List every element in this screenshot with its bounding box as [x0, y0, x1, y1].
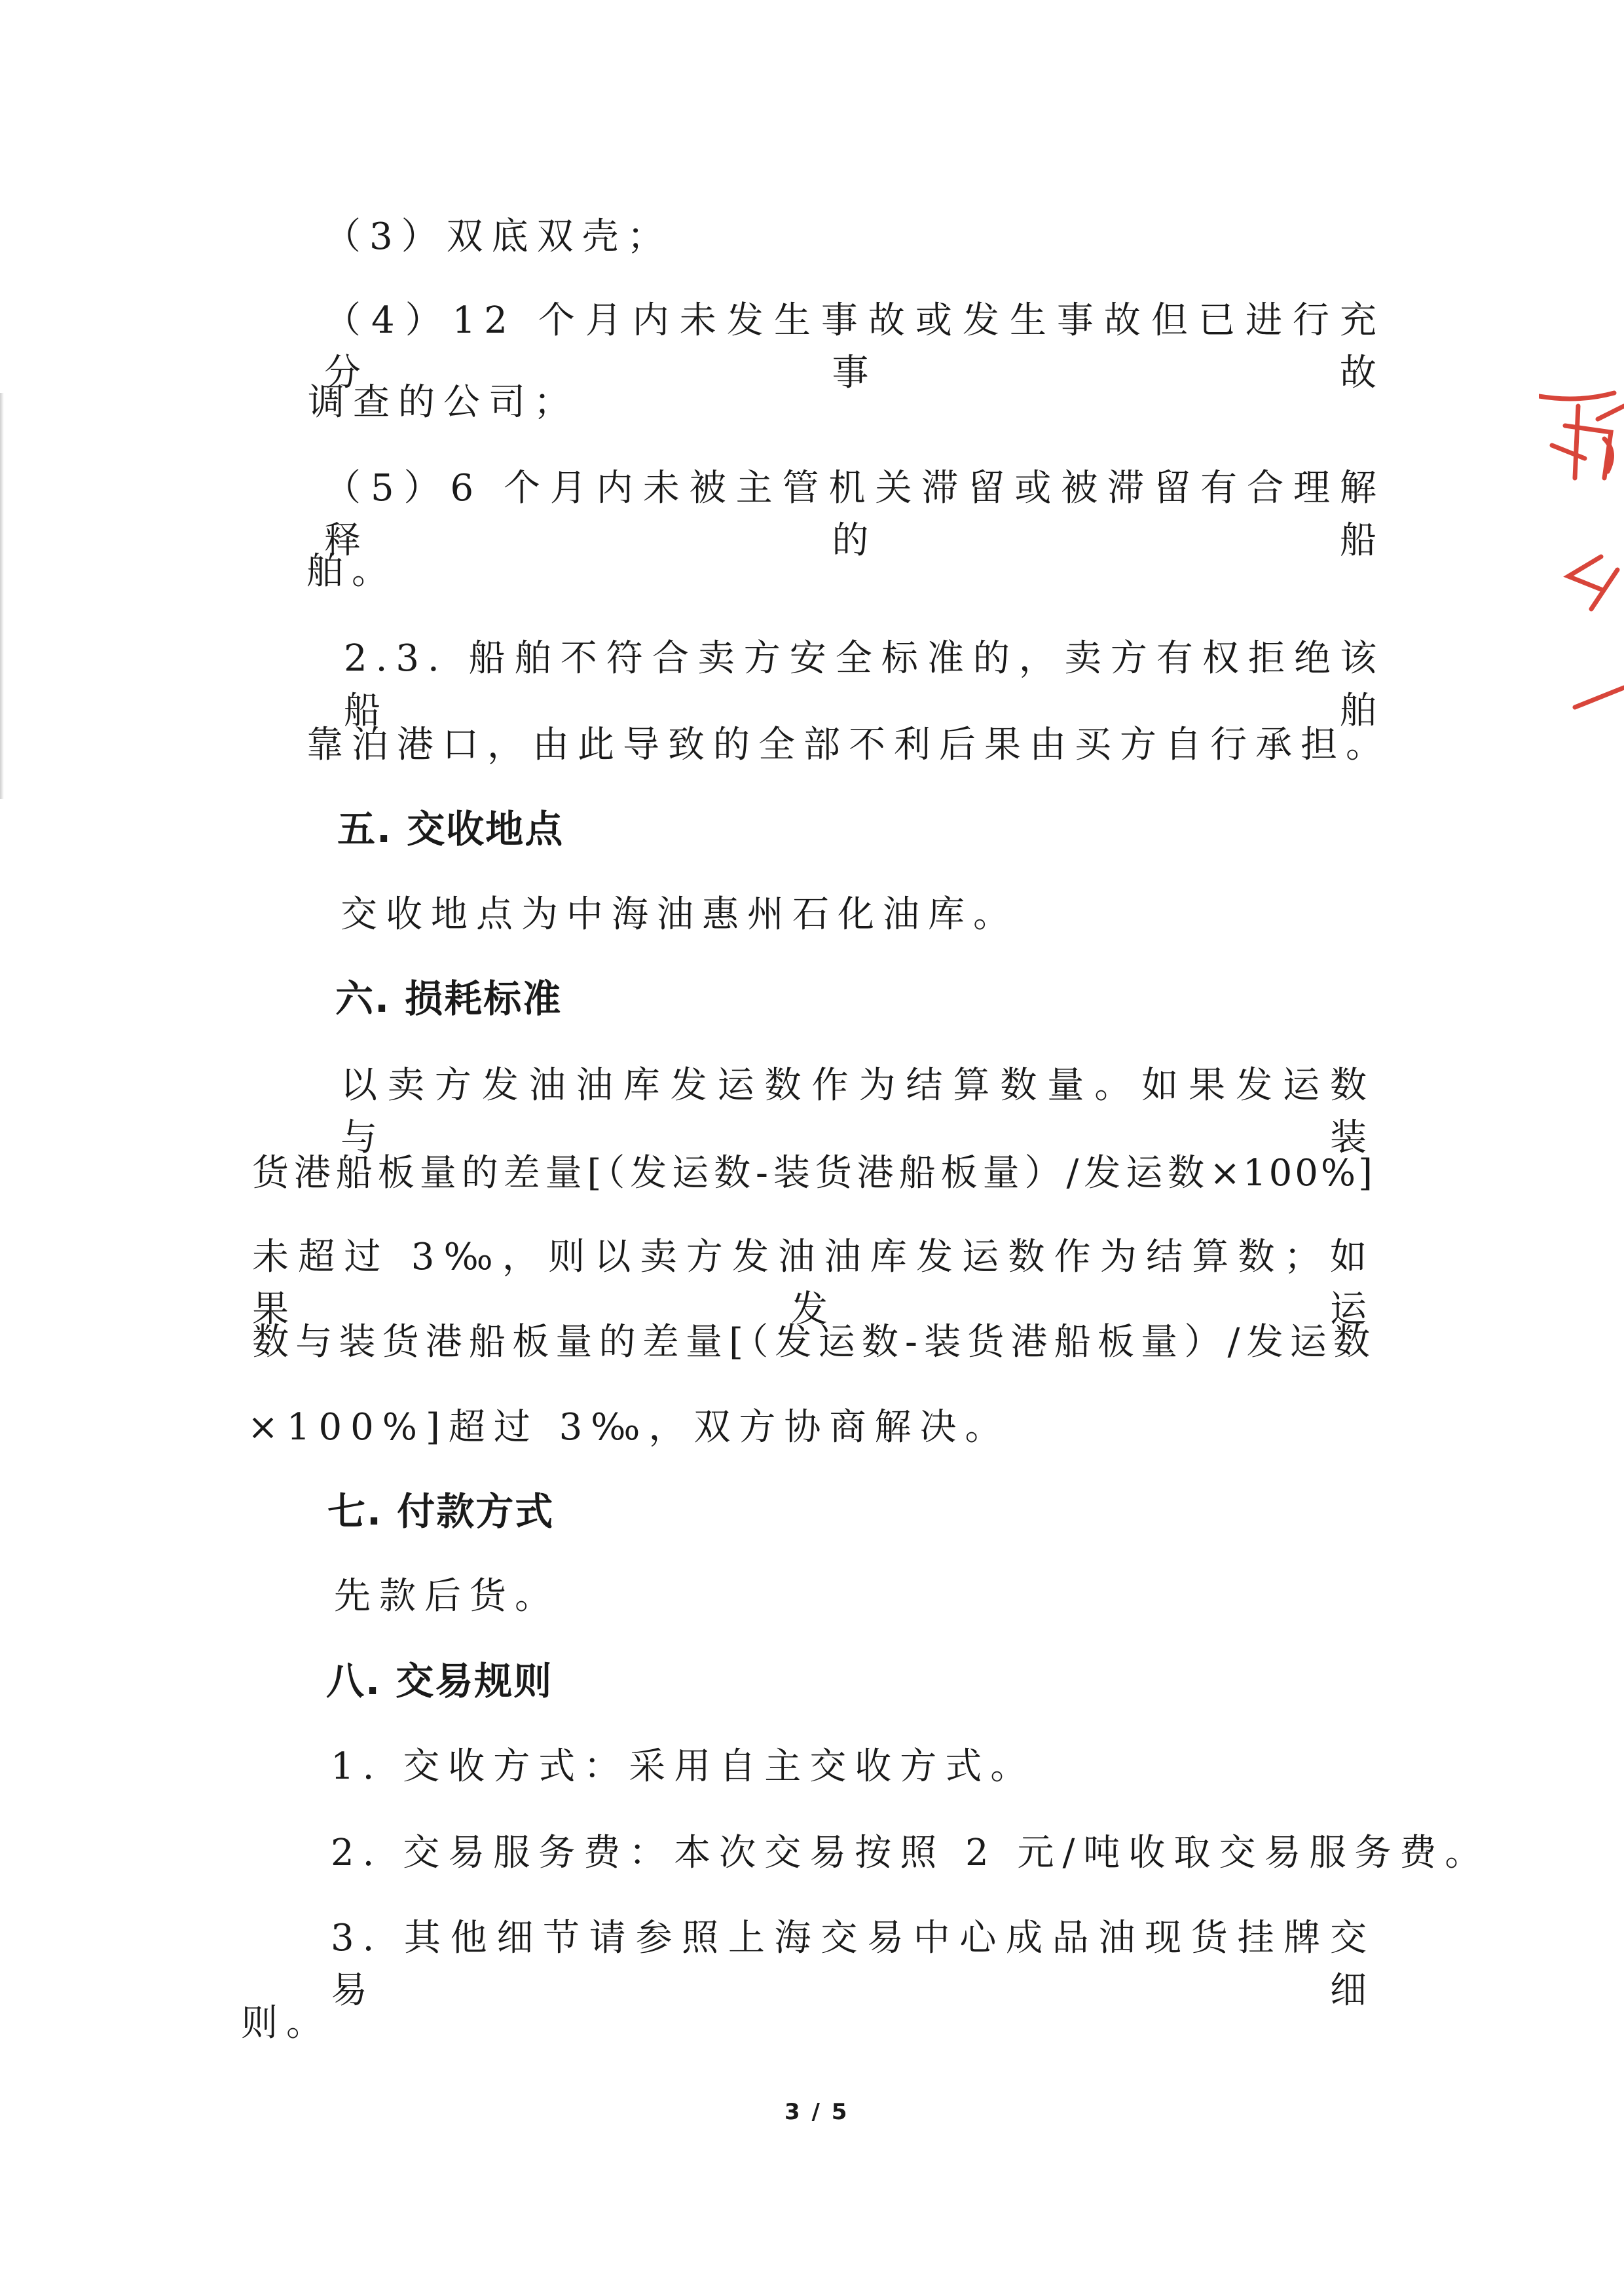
section-7-heading: 七. 付款方式: [327, 1489, 555, 1534]
section-6-heading: 六. 损耗标准: [335, 976, 563, 1021]
section-8-line-4: 则。: [241, 2002, 331, 2045]
section-7-text: 先款后货。: [334, 1575, 560, 1618]
list-item-4-line-1: （4）12 个月内未发生事故或发生事故但已进行充分事故: [324, 299, 1385, 394]
section-8-line-3: 3. 其他细节请参照上海交易中心成品油现货挂牌交易细: [331, 1917, 1375, 2012]
section-6-line-4: 数与装货港船板量的差量[（发运数-装货港船板量）/发运数: [252, 1321, 1375, 1363]
section-5-heading: 五. 交收地点: [337, 807, 564, 851]
section-8-line-1: 1. 交收方式：采用自主交收方式。: [331, 1745, 1036, 1788]
section-8-heading: 八. 交易规则: [326, 1659, 553, 1703]
page-number: 3 / 5: [784, 2099, 849, 2125]
list-item-5-line-2: 舶。: [306, 550, 397, 593]
scan-edge-shadow: [0, 393, 4, 799]
section-6-line-3: 未超过 3‰，则以卖方发油油库发运数作为结算数；如果发运: [252, 1236, 1375, 1331]
clause-2-3-line-2: 靠泊港口，由此导致的全部不利后果由买方自行承担。: [306, 724, 1391, 766]
list-item-3: （3）双底双壳；: [324, 215, 673, 258]
section-8-line-2: 2. 交易服务费：本次交易按照 2 元/吨收取交易服务费。: [331, 1832, 1490, 1874]
section-6-line-2: 货港船板量的差量[（发运数-装货港船板量）/发运数×100%]: [252, 1152, 1375, 1194]
clause-2-3-line-1: 2.3. 船舶不符合卖方安全标准的，卖方有权拒绝该船舶: [344, 637, 1385, 732]
list-item-5-line-1: （5）6 个月内未被主管机关滞留或被滞留有合理解释的船: [324, 467, 1385, 562]
section-6-line-1: 以卖方发油油库发运数作为结算数量。如果发运数与装: [341, 1064, 1375, 1159]
list-item-4-line-2: 调查的公司；: [308, 381, 579, 424]
section-5-text: 交收地点为中海油惠州石化油库。: [341, 893, 1018, 936]
section-6-line-5: ×100%]超过 3‰，双方协商解决。: [248, 1406, 1010, 1449]
red-seal-fragment-icon: [1539, 380, 1624, 747]
